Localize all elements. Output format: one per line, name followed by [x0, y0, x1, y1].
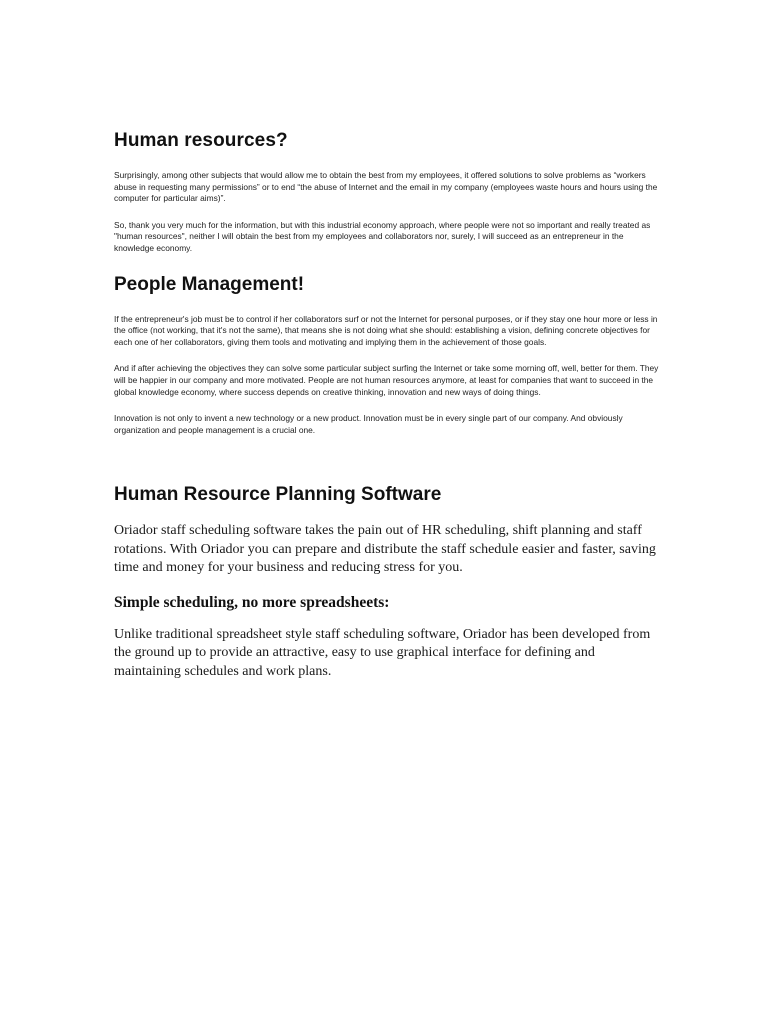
paragraph-people-management-1: If the entrepreneur's job must be to control if her collaborators surf or not the Internet for personal purposes, or if they stay one hour more or less in the office (not working, that it's not the same), that means she is not doing what she should: establishing a vision, defining concrete objectives for each one of her collaborators, giving them tools and motivating and implying them in the achievement of those goals.: [114, 313, 658, 347]
heading-people-management: People Management!: [114, 273, 305, 295]
paragraph-hr-planning-intro: Oriador staff scheduling software takes the pain out of HR scheduling, shift planning and staff rotations. With Oriador you can prepare and distribute the staff schedule easier and faster, saving time and money for your business and reducing stress for you.: [114, 523, 656, 576]
paragraph-human-resources-2: So, thank you very much for the information, but with this industrial economy approach, where people were not so important and really treated as "human resources", neither I will obtain the best from my employees and collaborators nor, surely, I will succeed as an entrepreneur in the knowledge economy.: [114, 219, 651, 253]
paragraph-people-management-3: Innovation is not only to invent a new technology or a new product. Innovation must be in every single part of our company. And obviously organization and people management is a crucial one.: [114, 413, 623, 435]
heading-human-resources: Human resources?: [114, 130, 288, 151]
paragraph-hr-planning-body: Unlike traditional spreadsheet style staff scheduling software, Oriador has been developed from the ground up to provide an attractive, easy to use graphical interface for defining and maintaining schedules and work plans.: [114, 626, 651, 679]
subheading-simple-scheduling: Simple scheduling, no more spreadsheets:: [114, 593, 390, 611]
paragraph-human-resources-1: Surprisingly, among other subjects that would allow me to obtain the best from my employees, it offered solutions to solve problems as “workers abuse in requesting many permissions” or to end “the abuse of Internet and the email in my company (employees waste hours and hours using the computer for particular aims)”.: [114, 170, 658, 204]
paragraph-people-management-2: And if after achieving the objectives they can solve some particular subject surfing the Internet or take some morning off, well, better for them. They will be happier in our company and more motivated. People are not human resources anymore, at least for companies that want to succeed in the global knowledge economy, where success depends on creative thinking, innovation and new ways of doing things.: [114, 363, 659, 397]
document-content: [114, 129, 659, 681]
heading-hr-planning-software: Human Resource Planning Software: [114, 484, 442, 506]
